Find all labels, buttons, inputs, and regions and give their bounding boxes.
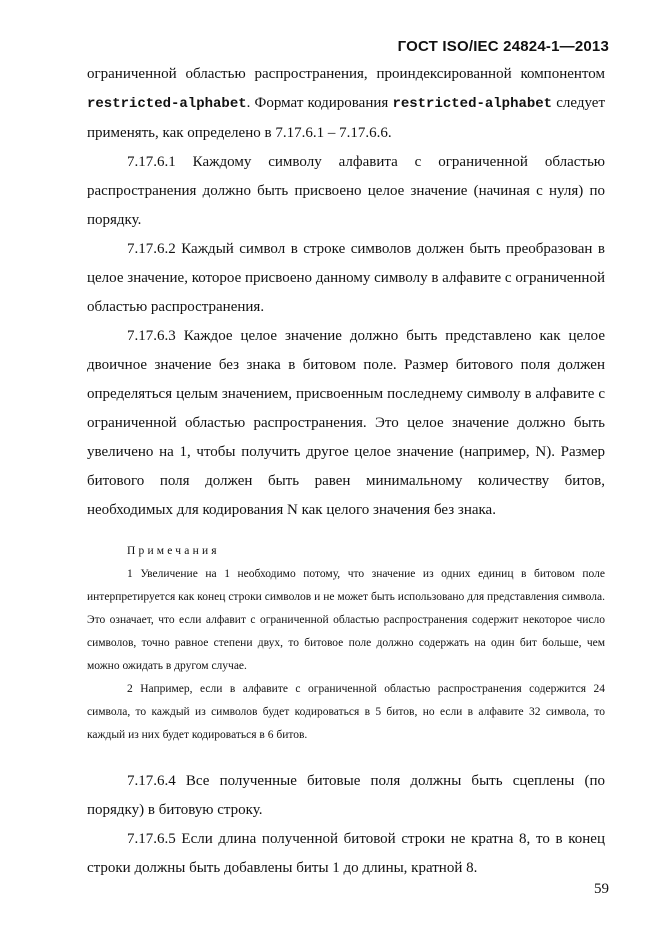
intro-text-b: . Формат кодирования [246,95,393,111]
notes-title: Примечания [127,545,220,557]
code-restricted-alphabet-2: restricted-alphabet [392,96,553,112]
clause-7-17-6-4: 7.17.6.4 Все полученные битовые поля должны быть сцеплены (по порядку) в битовую строку. [87,773,605,818]
clause-7-17-6-5: 7.17.6.5 Если длина полученной битовой строки не кратна 8, то в конец строки должны быть добавлены биты 1 до длины, кратной 8. [87,831,605,876]
notes-block [87,540,605,747]
clause-7-17-6-2: 7.17.6.2 Каждый символ в строке символов должен быть преобразован в целое значение, которое присвоено данному символу в алфавите с ограниченной областью распространения. [87,241,605,315]
page-number: 59 [594,881,609,897]
clause-7-17-6-1: 7.17.6.1 Каждому символу алфавита с ограниченной областью распространения должно быть присвоено целое значение (начиная с нуля) по порядку. [87,154,605,228]
clause-7-17-6-3: 7.17.6.3 Каждое целое значение должно быть представлено как целое двоичное значение без знака в битовом поле. Размер битового поля должен определяться целым значением, присвоенным последнему символу в алфавите с ограниченной областью распространения. Это целое значение должно быть увеличено на 1, чтобы получить другое целое значение (например, N). Размер битового поля должен быть равен минимальному количеству битов, необходимых для кодирования N как целого значения без знака. [87,328,605,518]
code-restricted-alphabet: restricted-alphabet [87,96,247,112]
page-body [87,60,605,883]
intro-text-c: следует применять, как определено в 7.17.6.1 – 7.17.6.6. [87,95,605,141]
intro-paragraph [87,60,605,148]
document-header: ГОСТ ISO/IEC 24824-1—2013 [397,38,609,55]
note-1: 1 Увеличение на 1 необходимо потому, что значение из одних единиц в битовом поле интерпретируется как конец строки символов и не может быть использовано для представления символа. Это означает, что если алфавит с ограниченной областью распространения содержит некоторое число символов, точно равное степени двух, то битовое поле должно содержать на один бит больше, чем можно ожидать в другом случае. [87,568,605,672]
note-2: 2 Например, если в алфавите с ограниченной областью распространения содержится 24 символа, то каждый из символов будет кодироваться в 5 битов, но если в алфавите 32 символа, то каждый из них будет кодироваться в 6 битов. [87,683,605,741]
intro-text-a: ограниченной областью распространения, проиндексированной компонентом [87,66,605,82]
